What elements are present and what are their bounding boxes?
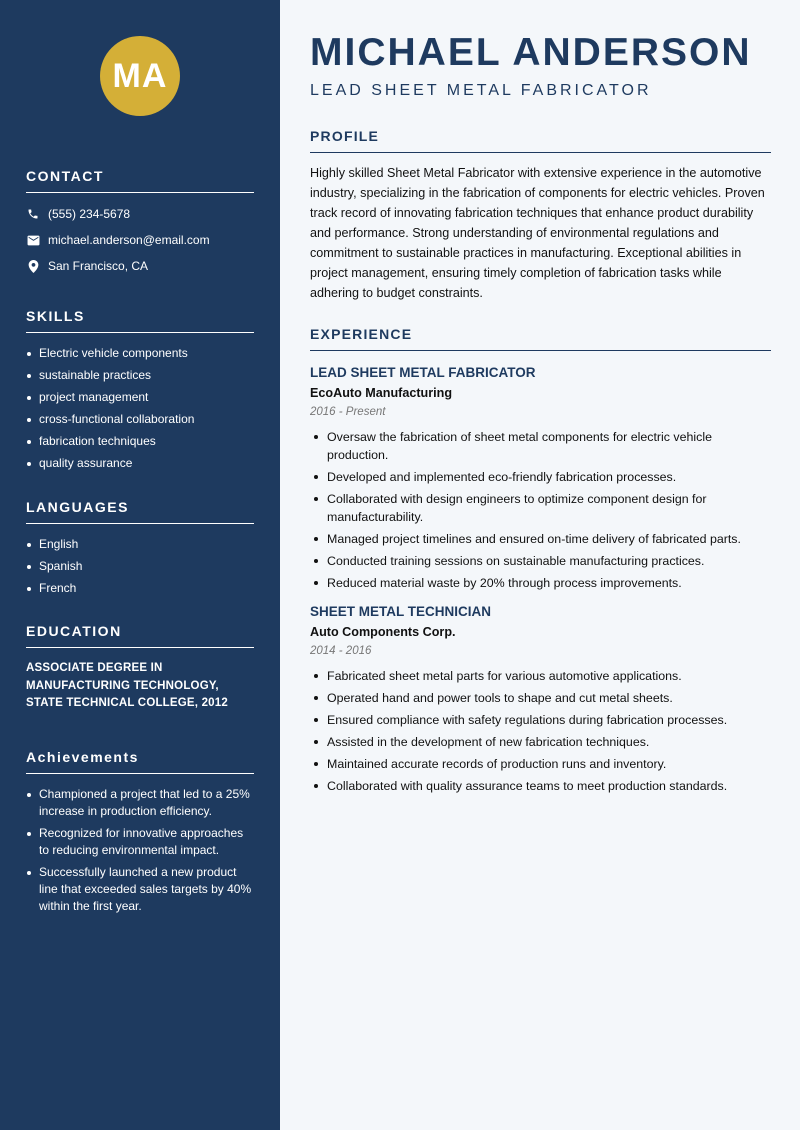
languages-title: LANGUAGES [26, 499, 254, 524]
job-bullet: Maintained accurate records of production runs and inventory. [310, 755, 771, 773]
job-title: LEAD SHEET METAL FABRICATOR [310, 365, 536, 380]
skill-item: cross-functional collaboration [26, 411, 254, 428]
profile-section [310, 128, 771, 303]
phone-icon [26, 207, 40, 221]
profile-title: PROFILE [310, 128, 771, 153]
job-entry [310, 365, 771, 592]
skills-section [26, 308, 254, 472]
achievements-list [26, 786, 254, 915]
avatar [100, 36, 180, 116]
profile-text: Highly skilled Sheet Metal Fabricator with extensive experience in the automotive industry, specializing in the fabrication of components for electric vehicles. Proven track record of innovating fabrication techniques that enhance product durability and performance. Strong understanding of environmental regulations and commitment to sustainable practices in manufacturing. Exceptional abilities in project management, ensuring timely completion of fabrication tasks while adhering to budget constraints. [310, 166, 765, 300]
achievement-item: Recognized for innovative approaches to reducing environmental impact. [26, 825, 254, 859]
location-text: San Francisco, CA [48, 259, 149, 273]
job-company: EcoAuto Manufacturing [310, 386, 453, 400]
job-bullet: Assisted in the development of new fabrication techniques. [310, 733, 771, 751]
job-bullet: Operated hand and power tools to shape and cut metal sheets. [310, 689, 771, 707]
experience-section [310, 326, 771, 795]
language-item: French [26, 580, 254, 597]
sidebar [0, 0, 280, 1130]
skills-list [26, 345, 254, 472]
skill-item: quality assurance [26, 455, 254, 472]
skill-item: fabrication techniques [26, 433, 254, 450]
job-dates: 2016 - Present [310, 406, 386, 418]
location-pin-icon [26, 259, 40, 273]
education-entry: ASSOCIATE DEGREE IN MANUFACTURING TECHNOLOGY, STATE TECHNICAL COLLEGE, 2012 [26, 662, 228, 709]
achievements-title: Achievements [26, 749, 254, 774]
contact-section [26, 168, 254, 275]
achievements-section [26, 749, 254, 915]
job-bullet: Conducted training sessions on sustainable manufacturing practices. [310, 552, 771, 570]
job-bullet: Oversaw the fabrication of sheet metal components for electric vehicle production. [310, 428, 771, 464]
contact-location [26, 257, 254, 275]
skill-item: project management [26, 389, 254, 406]
job-company: Auto Components Corp. [310, 625, 456, 639]
job-entry [310, 604, 771, 795]
education-section [26, 623, 254, 713]
email-text: michael.anderson@email.com [48, 233, 210, 247]
language-item: English [26, 536, 254, 553]
language-item: Spanish [26, 558, 254, 575]
phone-text: (555) 234-5678 [48, 207, 131, 221]
contact-phone [26, 205, 254, 223]
achievement-item: Championed a project that led to a 25% increase in production efficiency. [26, 786, 254, 820]
candidate-name: MICHAEL ANDERSON [310, 31, 752, 74]
email-icon [26, 233, 40, 247]
job-bullet: Collaborated with design engineers to optimize component design for manufacturability. [310, 490, 771, 526]
job-bullets [310, 428, 771, 592]
main-content [310, 0, 771, 799]
job-bullet: Developed and implemented eco-friendly fabrication processes. [310, 468, 771, 486]
job-bullet: Fabricated sheet metal parts for various automotive applications. [310, 667, 771, 685]
candidate-role: LEAD SHEET METAL FABRICATOR [310, 82, 652, 99]
education-title: EDUCATION [26, 623, 254, 648]
contact-title: CONTACT [26, 168, 254, 193]
job-bullet: Reduced material waste by 20% through process improvements. [310, 574, 771, 592]
contact-email [26, 231, 254, 249]
job-bullets [310, 667, 771, 795]
skill-item: Electric vehicle components [26, 345, 254, 362]
achievement-item: Successfully launched a new product line that exceeded sales targets by 40% within the first year. [26, 864, 254, 915]
job-bullet: Ensured compliance with safety regulations during fabrication processes. [310, 711, 771, 729]
languages-list [26, 536, 254, 597]
languages-section [26, 499, 254, 597]
skill-item: sustainable practices [26, 367, 254, 384]
job-bullet: Collaborated with quality assurance teams to meet production standards. [310, 777, 771, 795]
job-bullet: Managed project timelines and ensured on-time delivery of fabricated parts. [310, 530, 771, 548]
avatar-initials: MA [112, 56, 168, 95]
skills-title: SKILLS [26, 308, 254, 333]
job-title: SHEET METAL TECHNICIAN [310, 604, 492, 619]
job-dates: 2014 - 2016 [310, 645, 372, 657]
experience-title: EXPERIENCE [310, 326, 771, 351]
